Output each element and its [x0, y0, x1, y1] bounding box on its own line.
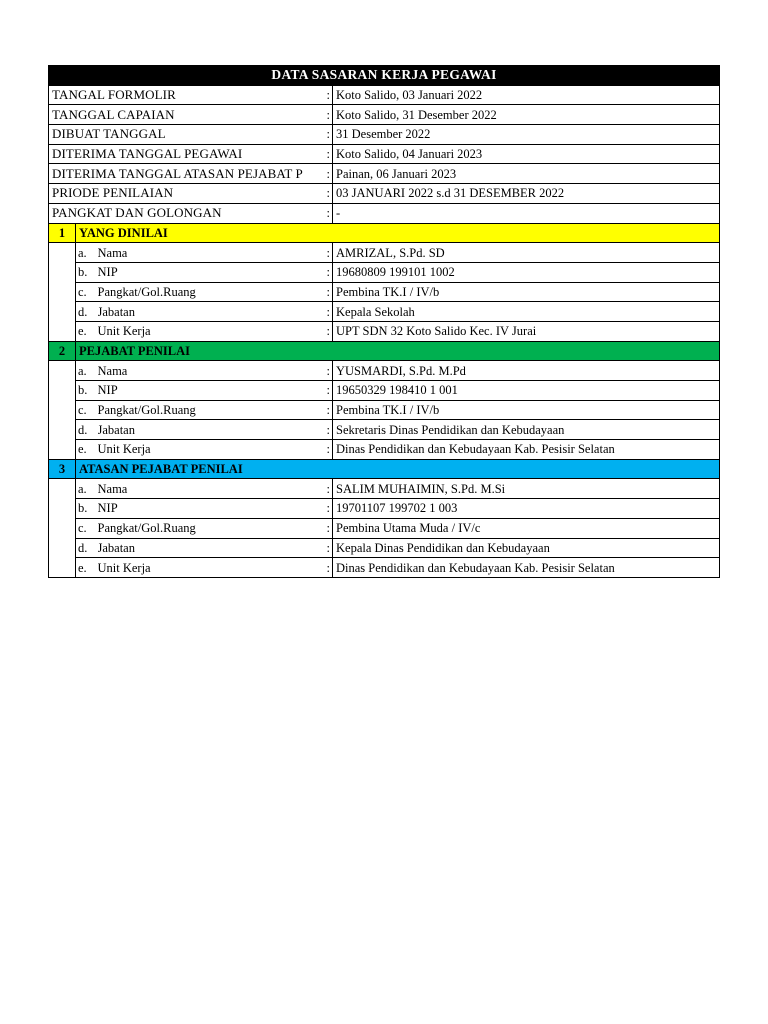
section-header-row [49, 341, 720, 361]
field-label: TANGAL FORMOLIR [49, 85, 325, 105]
field-value: Painan, 06 Januari 2023 [333, 164, 720, 184]
item-letter: b. [76, 262, 98, 282]
section-detail-row [49, 440, 720, 460]
colon-separator: : [325, 262, 333, 282]
item-value: Sekretaris Dinas Pendidikan dan Kebudayaan [333, 420, 720, 440]
section-detail-row [49, 499, 720, 519]
section-detail-row [49, 558, 720, 578]
section-detail-row [49, 381, 720, 401]
item-letter: d. [76, 302, 98, 322]
colon-separator: : [325, 243, 333, 263]
general-info-row [49, 105, 720, 125]
item-label: NIP [98, 381, 325, 401]
colon-separator: : [325, 125, 333, 145]
section-detail-row [49, 282, 720, 302]
item-letter: a. [76, 479, 98, 499]
item-label: Pangkat/Gol.Ruang [98, 282, 325, 302]
item-value: Dinas Pendidikan dan Kebudayaan Kab. Pesisir Selatan [333, 440, 720, 460]
colon-separator: : [325, 558, 333, 578]
item-label: Unit Kerja [98, 440, 325, 460]
item-label: Nama [98, 243, 325, 263]
item-letter: c. [76, 282, 98, 302]
document-sheet [48, 65, 719, 578]
section-detail-row [49, 420, 720, 440]
item-letter: d. [76, 420, 98, 440]
item-label: Unit Kerja [98, 558, 325, 578]
section-detail-row [49, 400, 720, 420]
section-detail-row [49, 361, 720, 381]
table-title: DATA SASARAN KERJA PEGAWAI [49, 66, 720, 86]
item-letter: b. [76, 499, 98, 519]
item-label: Jabatan [98, 420, 325, 440]
section-title: PEJABAT PENILAI [76, 341, 720, 361]
item-letter: c. [76, 400, 98, 420]
item-value: AMRIZAL, S.Pd. SD [333, 243, 720, 263]
general-info-row [49, 144, 720, 164]
general-info-row [49, 85, 720, 105]
item-label: Pangkat/Gol.Ruang [98, 518, 325, 538]
colon-separator: : [325, 85, 333, 105]
item-value: 19701107 199702 1 003 [333, 499, 720, 519]
colon-separator: : [325, 361, 333, 381]
indent-cell [49, 361, 76, 381]
colon-separator: : [325, 518, 333, 538]
indent-cell [49, 262, 76, 282]
field-value: Koto Salido, 04 Januari 2023 [333, 144, 720, 164]
item-value: 19650329 198410 1 001 [333, 381, 720, 401]
item-letter: a. [76, 361, 98, 381]
indent-cell [49, 420, 76, 440]
colon-separator: : [325, 420, 333, 440]
item-value: YUSMARDI, S.Pd. M.Pd [333, 361, 720, 381]
indent-cell [49, 440, 76, 460]
section-header-row [49, 459, 720, 479]
item-value: SALIM MUHAIMIN, S.Pd. M.Si [333, 479, 720, 499]
indent-cell [49, 243, 76, 263]
item-letter: e. [76, 558, 98, 578]
item-letter: e. [76, 440, 98, 460]
colon-separator: : [325, 440, 333, 460]
item-value: Dinas Pendidikan dan Kebudayaan Kab. Pesisir Selatan [333, 558, 720, 578]
general-info-row [49, 203, 720, 223]
indent-cell [49, 400, 76, 420]
section-title: ATASAN PEJABAT PENILAI [76, 459, 720, 479]
colon-separator: : [325, 321, 333, 341]
item-value: Kepala Sekolah [333, 302, 720, 322]
colon-separator: : [325, 203, 333, 223]
field-label: DITERIMA TANGGAL PEGAWAI [49, 144, 325, 164]
section-header-row [49, 223, 720, 243]
indent-cell [49, 479, 76, 499]
indent-cell [49, 558, 76, 578]
indent-cell [49, 518, 76, 538]
item-letter: d. [76, 538, 98, 558]
section-detail-row [49, 538, 720, 558]
field-label: PANGKAT DAN GOLONGAN [49, 203, 325, 223]
colon-separator: : [325, 302, 333, 322]
colon-separator: : [325, 400, 333, 420]
field-label: TANGGAL CAPAIAN [49, 105, 325, 125]
item-letter: a. [76, 243, 98, 263]
indent-cell [49, 499, 76, 519]
colon-separator: : [325, 184, 333, 204]
section-title: YANG DINILAI [76, 223, 720, 243]
section-detail-row [49, 479, 720, 499]
skp-data-table [48, 65, 720, 578]
general-info-row [49, 184, 720, 204]
item-label: NIP [98, 499, 325, 519]
item-letter: b. [76, 381, 98, 401]
item-letter: c. [76, 518, 98, 538]
section-number: 2 [49, 341, 76, 361]
section-detail-row [49, 302, 720, 322]
item-letter: e. [76, 321, 98, 341]
item-value: Pembina TK.I / IV/b [333, 282, 720, 302]
section-number: 1 [49, 223, 76, 243]
item-label: Pangkat/Gol.Ruang [98, 400, 325, 420]
section-detail-row [49, 321, 720, 341]
item-value: 19680809 199101 1002 [333, 262, 720, 282]
field-label: DITERIMA TANGGAL ATASAN PEJABAT P [49, 164, 325, 184]
general-info-row [49, 164, 720, 184]
indent-cell [49, 381, 76, 401]
section-detail-row [49, 243, 720, 263]
indent-cell [49, 302, 76, 322]
field-value: Koto Salido, 03 Januari 2022 [333, 85, 720, 105]
item-value: Pembina Utama Muda / IV/c [333, 518, 720, 538]
item-label: Jabatan [98, 538, 325, 558]
field-value: 03 JANUARI 2022 s.d 31 DESEMBER 2022 [333, 184, 720, 204]
item-label: Nama [98, 361, 325, 381]
colon-separator: : [325, 282, 333, 302]
general-info-row [49, 125, 720, 145]
colon-separator: : [325, 105, 333, 125]
colon-separator: : [325, 381, 333, 401]
field-label: PRIODE PENILAIAN [49, 184, 325, 204]
colon-separator: : [325, 164, 333, 184]
colon-separator: : [325, 538, 333, 558]
item-value: Kepala Dinas Pendidikan dan Kebudayaan [333, 538, 720, 558]
indent-cell [49, 321, 76, 341]
section-number: 3 [49, 459, 76, 479]
indent-cell [49, 538, 76, 558]
item-label: NIP [98, 262, 325, 282]
field-label: DIBUAT TANGGAL [49, 125, 325, 145]
colon-separator: : [325, 144, 333, 164]
item-label: Nama [98, 479, 325, 499]
section-detail-row [49, 262, 720, 282]
item-value: Pembina TK.I / IV/b [333, 400, 720, 420]
item-label: Jabatan [98, 302, 325, 322]
table-title-row [49, 66, 720, 86]
field-value: - [333, 203, 720, 223]
colon-separator: : [325, 479, 333, 499]
item-value: UPT SDN 32 Koto Salido Kec. IV Jurai [333, 321, 720, 341]
item-label: Unit Kerja [98, 321, 325, 341]
field-value: 31 Desember 2022 [333, 125, 720, 145]
indent-cell [49, 282, 76, 302]
colon-separator: : [325, 499, 333, 519]
section-detail-row [49, 518, 720, 538]
field-value: Koto Salido, 31 Desember 2022 [333, 105, 720, 125]
